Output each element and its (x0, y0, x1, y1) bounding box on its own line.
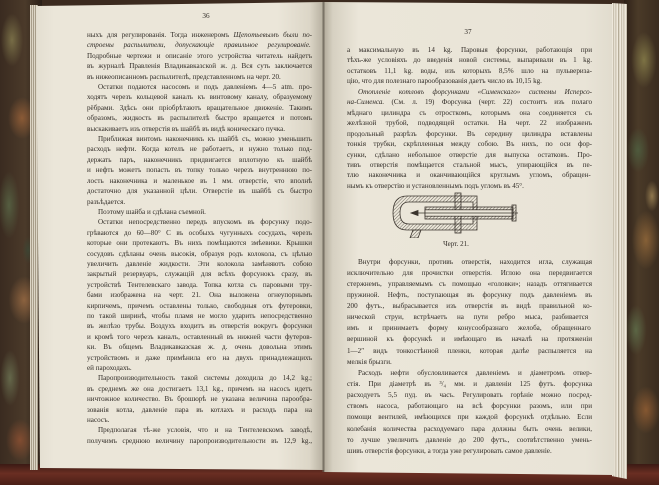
line-text: Внутри форсунки, противъ отверстія, находится игла, служащая (358, 257, 592, 266)
line-text: сунки, сдѣлано небольшое отверстіе для выпуска остатковъ. Про- (347, 150, 592, 159)
line-text: устройствѣ Тентелевскаго завода. Топка котла съ паровыми тру- (87, 280, 312, 289)
nozzle-section-drawing (385, 188, 520, 238)
line-text: и кромѣ того черезъ каналъ, оставленный въ нижней части футеров- (87, 332, 312, 341)
text-line (347, 118, 592, 128)
text-line (87, 353, 312, 363)
line-text: 200 футъ., выбрасывается изъ отверстія въ видѣ правильной ко- (347, 302, 592, 311)
line-text-group (87, 40, 311, 50)
line-text: рёбрами. Здѣсь они пріобрѣтаютъ вращательное движеніе. Такимъ (87, 103, 312, 112)
text-line (87, 394, 312, 404)
line-text: устройствомъ и даже примѣнила его на двухъ принадлежащихъ (87, 353, 312, 362)
text-line (347, 160, 592, 170)
line-text: вершиной къ форсункѣ и имѣющаго въ началѣ на протяженіи (347, 335, 592, 344)
text-line (87, 217, 312, 227)
italic-text: Щепотьевымъ были по- (233, 31, 312, 39)
line-text: Поэтому шайба и сдѣлана съемной. (98, 207, 206, 216)
line-text: стержнемъ, управляемымъ съ помощью «головки»; назадъ оттягивается (347, 279, 592, 288)
text-line (87, 72, 312, 82)
text-line (87, 436, 312, 446)
text-line (347, 150, 592, 160)
line-text: исключительно для прочистки отверстія. Иглою она передвигается (347, 268, 592, 277)
line-text: то лучше увеличить давленіе до 200 футъ., соотвѣтственно умень- (347, 435, 592, 444)
line-text: цію, что для полезнаго парообразованія даетъ число въ 10,15 kg. (347, 77, 542, 86)
line-text: кирпичемъ, причемъ оставлены только, свободныя отъ футеровки, (87, 301, 312, 310)
line-text-group (358, 87, 592, 97)
page-number-right: 37 (464, 28, 472, 36)
text-line (87, 92, 312, 102)
line-text: ки. Въ общемъ Владикавказская ж. д. очень довольна этимъ (87, 343, 312, 352)
text-line (87, 134, 312, 144)
paragraph (87, 373, 312, 425)
line-text-group (347, 97, 592, 107)
text-line (347, 379, 592, 390)
paragraph (347, 368, 592, 457)
left-page-text (87, 30, 312, 446)
text-line (347, 301, 592, 312)
text-line (87, 155, 312, 165)
paragraph (87, 425, 312, 446)
page-edges-right (612, 3, 627, 479)
line-text: остатковъ 11,1 kg. воды, изъ которыхъ 8,5% шло на пульвериза- (347, 66, 592, 75)
text-line (87, 321, 312, 331)
text-line (347, 129, 592, 139)
text-line (347, 45, 592, 55)
italic-text: Отопленіе котловъ форсунками «Сименскаго» системы Исперсо- (358, 87, 592, 96)
text-line (347, 290, 592, 301)
line-text: увеличить давленіе жидкости. Эти колокола замѣняютъ собою (87, 259, 312, 268)
line-text: Остатки подаются насосомъ и подъ давленіемъ 4—5 atm. про- (98, 83, 312, 92)
text-line (87, 415, 312, 425)
line-text: расходуетъ 5,5 пуд. въ часъ. Регулировать горѣніе можно посред- (347, 391, 592, 400)
text-line (87, 405, 312, 415)
paragraph (347, 257, 592, 368)
line-text-group (87, 30, 312, 40)
text-line (347, 257, 592, 268)
line-text: которые они протекаютъ. Въ нихъ помѣщаются змѣевики. Крышки (87, 239, 312, 248)
paragraph (87, 217, 312, 373)
book-gutter (322, 2, 325, 472)
page-number-left: 36 (202, 12, 210, 20)
text-line (87, 113, 312, 123)
text-line (347, 334, 592, 345)
line-text: ничтожное количество. Въ брошюрѣ не указана величина парообра- (87, 395, 312, 404)
text-line (87, 363, 312, 373)
text-line (87, 197, 312, 207)
paragraph (87, 82, 312, 134)
text-line (347, 424, 592, 435)
text-line (87, 342, 312, 352)
text-line (347, 412, 592, 423)
line-text: бами изображена на черт. 21. Она выложена огнеупорнымъ (87, 291, 312, 300)
text-line (87, 384, 312, 394)
text-line (87, 165, 312, 175)
line-text: мѣднаго цилиндра съ отросткомъ, которымъ она соединяется съ (347, 108, 592, 117)
line-text: насосъ. (87, 416, 110, 425)
paragraph (347, 87, 592, 192)
marbled-cover-right (624, 0, 659, 485)
text-line (87, 103, 312, 113)
line-text: тивъ отверстія помѣщается стальной мысъ, упирающійся въ пе- (347, 160, 592, 169)
text-line (87, 124, 312, 134)
line-text: помощи вентилей, имѣющихся при каждой форсункѣ отдѣльно. Если (347, 413, 592, 422)
text-line (347, 55, 592, 65)
italic-text: на-Сименса. (347, 98, 385, 107)
line-text: ей пароходахъ. (87, 364, 132, 372)
italic-text: строены распылители, допускающіе правильное регулированіе. (87, 41, 311, 50)
text-line (347, 323, 592, 334)
line-text: въ среднемъ же она достигаетъ 13,1 kg., причемъ на насосъ идетъ (87, 384, 312, 393)
line-text: нической струи, встрѣчаетъ на пути ребро мыса, разбивается (347, 313, 589, 322)
text-span: (См. л. 19) Форсунка (черт. 22) состоитъ изъ полаго (384, 98, 592, 107)
text-line (87, 425, 312, 435)
line-text: пружиной. Нефть, поступающая въ форсунку подъ давленіемъ въ (347, 290, 592, 299)
text-line (347, 357, 592, 368)
text-line (87, 259, 312, 269)
line-text: тѣхъ-же условіяхъ до введенія новой системы, выпаривали въ 1 kg. (347, 56, 592, 65)
line-text: въ журналѣ Правленія Владикавказской ж. д. Вся суть заключается (87, 62, 312, 71)
text-line (87, 144, 312, 154)
right-page-text-top (347, 45, 592, 191)
paragraph (87, 134, 312, 207)
line-text: нымъ къ отверстію и установленнымъ подъ угломъ въ 45°. (347, 181, 524, 190)
text-line (347, 268, 592, 279)
text-line (347, 312, 592, 323)
text-line (347, 108, 592, 118)
line-text: имъ и принимаетъ форму конусообразнаго желоба, обращеннаго (347, 324, 591, 333)
paragraph (347, 45, 592, 87)
paragraph (87, 30, 312, 82)
line-text: продольный разрѣзъ форсунки. Въ середину цилиндра вставлены (347, 129, 592, 138)
text-line (87, 51, 312, 61)
line-text: лость наконечника и маленькое въ 1 мм. отверстіе, что вполнѣ (87, 176, 312, 185)
line-text: закрытый резервуаръ, служащій для всѣхъ форсунокъ сразу, въ (87, 270, 312, 279)
line-text: разъѣдается. (87, 197, 126, 206)
text-line (87, 311, 312, 321)
text-line (87, 249, 312, 259)
line-text: и нефть можетъ попасть въ топку только черезъ внутреннюю по- (87, 166, 312, 175)
line-text: мелкія брызги. (347, 357, 392, 366)
line-text: шивъ отверстія форсунки, а тогда уже регулировать самое давленіе. (347, 446, 552, 455)
line-text: Предполагая тѣ-же условія, что и на Тентелевскомъ заводѣ, (98, 426, 312, 435)
text-line (347, 368, 592, 379)
line-text: выскакиваетъ изъ отверстія въ шайбѣ въ видѣ коническаго пучка. (87, 124, 286, 133)
line-text: ходятъ черезъ кольцевой каналъ къ винтовому каналу, образуемому (87, 93, 312, 102)
line-text: держать паръ, наконечникъ придвигается вплотную къ шайбѣ (87, 155, 312, 164)
line-text: а максимальную въ 14 kg. Паровыя форсунки, работающія при (347, 46, 592, 54)
right-page-text-bottom (347, 257, 592, 458)
text-line (347, 446, 592, 457)
text-line (347, 97, 592, 107)
text-line (87, 290, 312, 300)
text-line (347, 76, 592, 86)
line-text: ствомъ насоса, работающаго на всѣ форсунки разомъ, или при (347, 402, 592, 411)
text-line (347, 390, 592, 401)
line-text: стія. При діаметрѣ въ ³/₄ мм. и давленіи 125 футъ. форсунка (347, 380, 592, 389)
line-text: Паропроизводительность такой системы доходила до 14,2 kg.; (98, 374, 312, 383)
line-text: Подробные чертежи и описаніе этого устройства читатель найдетъ (87, 51, 312, 60)
text-span: ныхъ для регулированія. Тогда инженеромъ (87, 31, 234, 39)
line-text: въ желѣзо трубы. Воздухъ входитъ въ отверстія вокругъ форсунки (87, 322, 312, 331)
figure-caption: Черт. 21. (443, 240, 469, 248)
text-line (347, 87, 592, 97)
line-text: сосудовъ сдѣланы очень высокія, образуя родъ колокола, съ цѣлью (87, 249, 312, 258)
text-line (87, 207, 312, 217)
text-line (87, 61, 312, 71)
text-line (347, 279, 592, 290)
line-text: Остатки непосредственно передъ впускомъ въ форсунку подо- (98, 218, 312, 227)
text-line (347, 170, 592, 180)
line-text: тлю наконечника и оканчивающійся круглымъ угломъ, обращен- (347, 171, 591, 180)
line-text: расходъ нефти. Когда котелъ не работаетъ, и нужно только под- (87, 145, 312, 154)
line-text: Приближая винтомъ наконечникъ къ шайбѣ съ, можно уменьшить (98, 135, 312, 144)
text-line (87, 228, 312, 238)
line-text: Расходъ нефти обусловливается давленіемъ и діаметромъ отвер- (358, 368, 592, 377)
line-text: желѣзной трубой, подводящей остатки. На черт. 22 изображенъ (347, 119, 592, 128)
line-text: достаточно для указанной цѣли. Отверстіе въ шайбѣ съ быстро (87, 187, 312, 196)
text-line (87, 40, 312, 50)
text-line (87, 238, 312, 248)
text-line (87, 373, 312, 383)
line-text: образомъ, жидкость въ распылителѣ быстро вращается и потомъ (87, 114, 312, 123)
text-line (87, 332, 312, 342)
text-line (347, 346, 592, 357)
text-line (347, 401, 592, 412)
line-text: въ нижеописанномъ распылителѣ, представленномъ на черт. 20. (87, 72, 281, 81)
text-line (87, 301, 312, 311)
line-text: по такой ширинѣ, чтобы пламя не могло ударить непосредственно (87, 311, 312, 320)
text-line (87, 269, 312, 279)
inlet-pipe (410, 230, 421, 238)
text-line (347, 435, 592, 446)
line-text: зованія котла, давленіе пара въ котлахъ и расходъ пара на (87, 405, 312, 414)
line-text: 1—2″ видъ тонкостѣнной пленки, которая далѣе распыляется на (347, 346, 592, 355)
paragraph (87, 207, 312, 217)
text-line (347, 66, 592, 76)
line-text: грѣваются до 60—80° С въ особыхъ чугунныхъ сосудахъ, черезъ (87, 228, 312, 237)
text-line (87, 30, 312, 40)
line-text: тонкія трубки, скрѣпленныя между собою. Въ нихъ, по оси фор- (347, 140, 592, 149)
text-line (87, 186, 312, 196)
text-line (347, 139, 592, 149)
text-line (87, 280, 312, 290)
line-text: колебанія количества расходуемаго пара должны быть очень велики, (347, 424, 592, 433)
text-line (87, 176, 312, 186)
text-line (87, 82, 312, 92)
line-text: получимъ среднюю величину паропроизводительности въ 12,9 kg., (87, 436, 312, 445)
